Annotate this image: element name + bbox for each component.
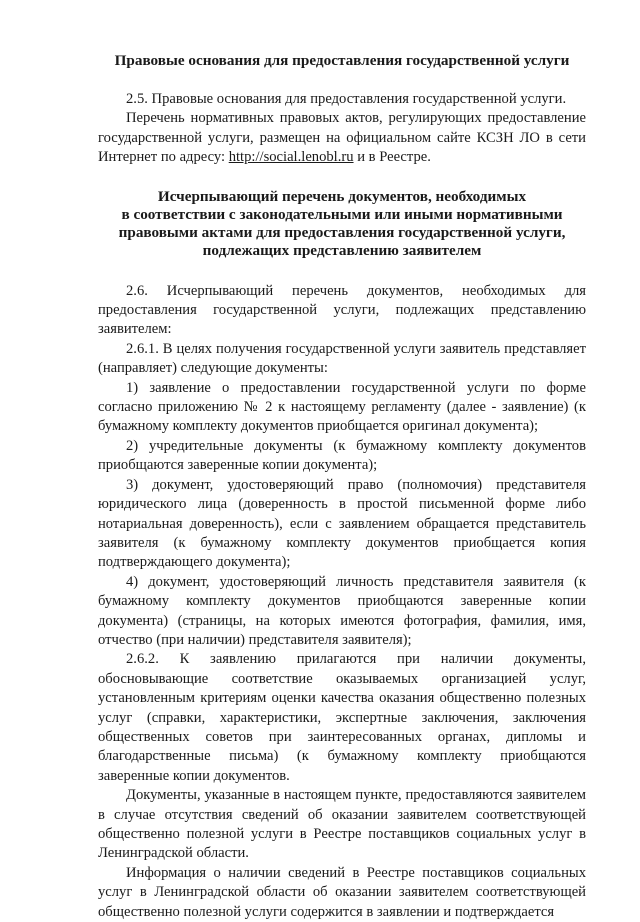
documents-paragraph: Документы, указанные в настоящем пункте, предоставляются заявителем в случае отсутствия сведений об оказании заявителем соответствующей общественно полезной услуги в Реестре поставщиков социальных услуг в Ленинградской области. xyxy=(98,787,586,862)
heading-documents-line-4: подлежащих представлению заявителем xyxy=(202,241,482,259)
section-2-5-text-before: Перечень нормативных правовых актов, регулирующих предоставление государственной услуги, размещен на официальном сайте КСЗН ЛО в сети Интернет по адресу: xyxy=(98,110,586,166)
list-item-2: 2) учредительные документы (к бумажному комплекту документов приобщаются заверенные копии документа); xyxy=(98,437,586,474)
info-paragraph: Информация о наличии сведений в Реестре поставщиков социальных услуг в Ленинградской области об оказании заявителем соответствующей общественно полезной услуги содержится в заявлении и подтверждается xyxy=(98,864,586,920)
heading-documents-line-1: Исчерпывающий перечень документов, необходимых xyxy=(157,187,527,205)
section-2-6-2: 2.6.2. К заявлению прилагаются при наличии документы, обосновывающие соответствие оказываемых организацией услуг, установленным критериям оценки качества оказания общественно полезных услуг (справки, характеристики, экспертные заключения, заключения общественных советов при заинтересованных органах, дипломы и благодарственные письма) (к бумажному комплекту приобщаются заверенные копии документов. xyxy=(98,651,586,784)
list-item-4: 4) документ, удостоверяющий личность представителя заявителя (к бумажному комплекту документов приобщаются заверенные копии документа) (страницы, на которых имеются фотография, фамилия, имя, отчество (при наличии) представителя заявителя); xyxy=(98,573,586,648)
section-2-5-title: 2.5. Правовые основания для предоставления государственной услуги. xyxy=(126,91,567,107)
heading-documents-line-3: правовыми актами для предоставления государственной услуги, xyxy=(118,223,566,241)
list-item-3: 3) документ, удостоверяющий право (полномочия) представителя юридического лица (доверенность в простой письменной форме либо нотариальная доверенность), если с заявлением обращается представитель заявителя (к бумажному комплекту документов приобщается копия подтверждающего документа); xyxy=(98,476,586,571)
heading-documents-list xyxy=(98,188,586,260)
heading-documents-line-2: в соответствии с законодательными или иными нормативными xyxy=(121,205,563,223)
section-2-5-text xyxy=(98,109,586,167)
social-lenobl-link[interactable]: http://social.lenobl.ru xyxy=(228,149,354,166)
heading-legal-basis: Правовые основания для предоставления государственной услуги xyxy=(114,52,570,69)
section-2-5-text-after: и в Реестре. xyxy=(353,149,431,166)
section-2-6-1: 2.6.1. В целях получения государственной услуги заявитель представляет (направляет) следующие документы: xyxy=(98,340,586,377)
section-2-6-intro: 2.6. Исчерпывающий перечень документов, необходимых для предоставления государственной услуги, подлежащих представлению заявителем: xyxy=(98,282,586,338)
list-item-1: 1) заявление о предоставлении государственной услуги по форме согласно приложению № 2 к настоящему регламенту (далее - заявление) (к бумажному комплекту документов приобщается оригинал документа); xyxy=(98,379,586,435)
